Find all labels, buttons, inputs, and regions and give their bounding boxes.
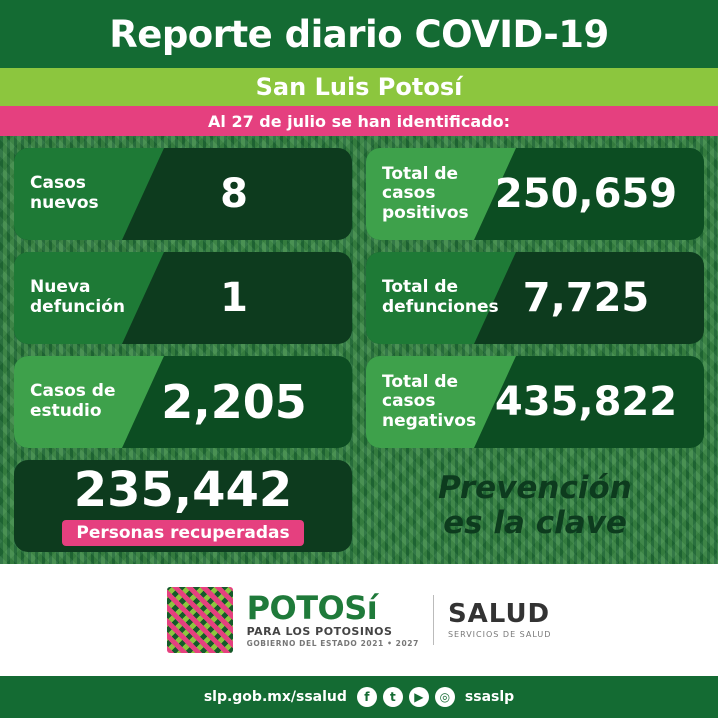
recovered-value: 235,442 <box>73 462 293 518</box>
footer-bar <box>0 676 718 718</box>
slogan <box>366 460 704 552</box>
logo-divider <box>433 595 434 645</box>
stat-label: Total de defunciones <box>382 277 499 317</box>
salud-tagline: SERVICIOS DE SALUD <box>447 630 552 639</box>
stats-area <box>0 136 718 564</box>
stat-value: 7,725 <box>522 275 650 321</box>
salud-wordmark: SALUD <box>447 599 551 629</box>
instagram-icon[interactable]: ◎ <box>435 687 455 707</box>
stat-value: 8 <box>220 171 248 217</box>
stat-card-casos-de-estudio <box>14 356 352 448</box>
date-line: Al 27 de julio se han identificado: <box>208 111 510 131</box>
stat-label: Casos nuevos <box>30 173 99 213</box>
stats-grid <box>14 148 704 448</box>
potosi-wordmark: POTOSí <box>246 589 378 628</box>
recovered-card <box>14 460 352 552</box>
stat-card-casos-nuevos <box>14 148 352 240</box>
salud-logo <box>448 601 551 639</box>
footer-logos <box>0 564 718 676</box>
footer <box>0 564 718 718</box>
stat-label: Nueva defunción <box>30 277 125 317</box>
recovered-label: Personas recuperadas <box>62 520 303 546</box>
header-banner <box>0 0 718 68</box>
website-url[interactable]: slp.gob.mx/ssalud <box>203 689 347 705</box>
social-handle: ssaslp <box>464 689 515 705</box>
stat-label: Casos de estudio <box>30 381 116 421</box>
stat-card-nueva-defuncion <box>14 252 352 344</box>
social-icons <box>357 687 455 707</box>
stat-value: 1 <box>220 275 248 321</box>
stat-value: 250,659 <box>494 171 678 217</box>
potosi-tagline: PARA LOS POTOSINOS <box>246 625 393 639</box>
subheader-banner <box>0 68 718 106</box>
potosi-logo <box>246 589 419 649</box>
slogan-line-2: es la clave <box>443 505 627 541</box>
recovered-and-slogan-row <box>14 460 704 552</box>
page-title: Reporte diario COVID-19 <box>109 12 609 56</box>
stat-card-total-defunciones <box>366 252 704 344</box>
stat-label: Total de casos positivos <box>382 163 469 223</box>
stat-value: 435,822 <box>494 379 678 425</box>
twitter-icon[interactable]: t <box>383 687 403 707</box>
state-name: San Luis Potosí <box>255 73 463 101</box>
stat-card-total-casos-negativos <box>366 356 704 448</box>
youtube-icon[interactable]: ▶ <box>409 687 429 707</box>
stat-label: Total de casos negativos <box>382 371 477 431</box>
date-banner <box>0 106 718 136</box>
potosi-period: GOBIERNO DEL ESTADO 2021 • 2027 <box>246 639 419 649</box>
government-emblem-icon <box>167 587 233 653</box>
stat-value: 2,205 <box>161 375 307 429</box>
facebook-icon[interactable]: f <box>357 687 377 707</box>
slogan-line-1: Prevención <box>438 470 632 507</box>
stat-card-total-casos-positivos <box>366 148 704 240</box>
